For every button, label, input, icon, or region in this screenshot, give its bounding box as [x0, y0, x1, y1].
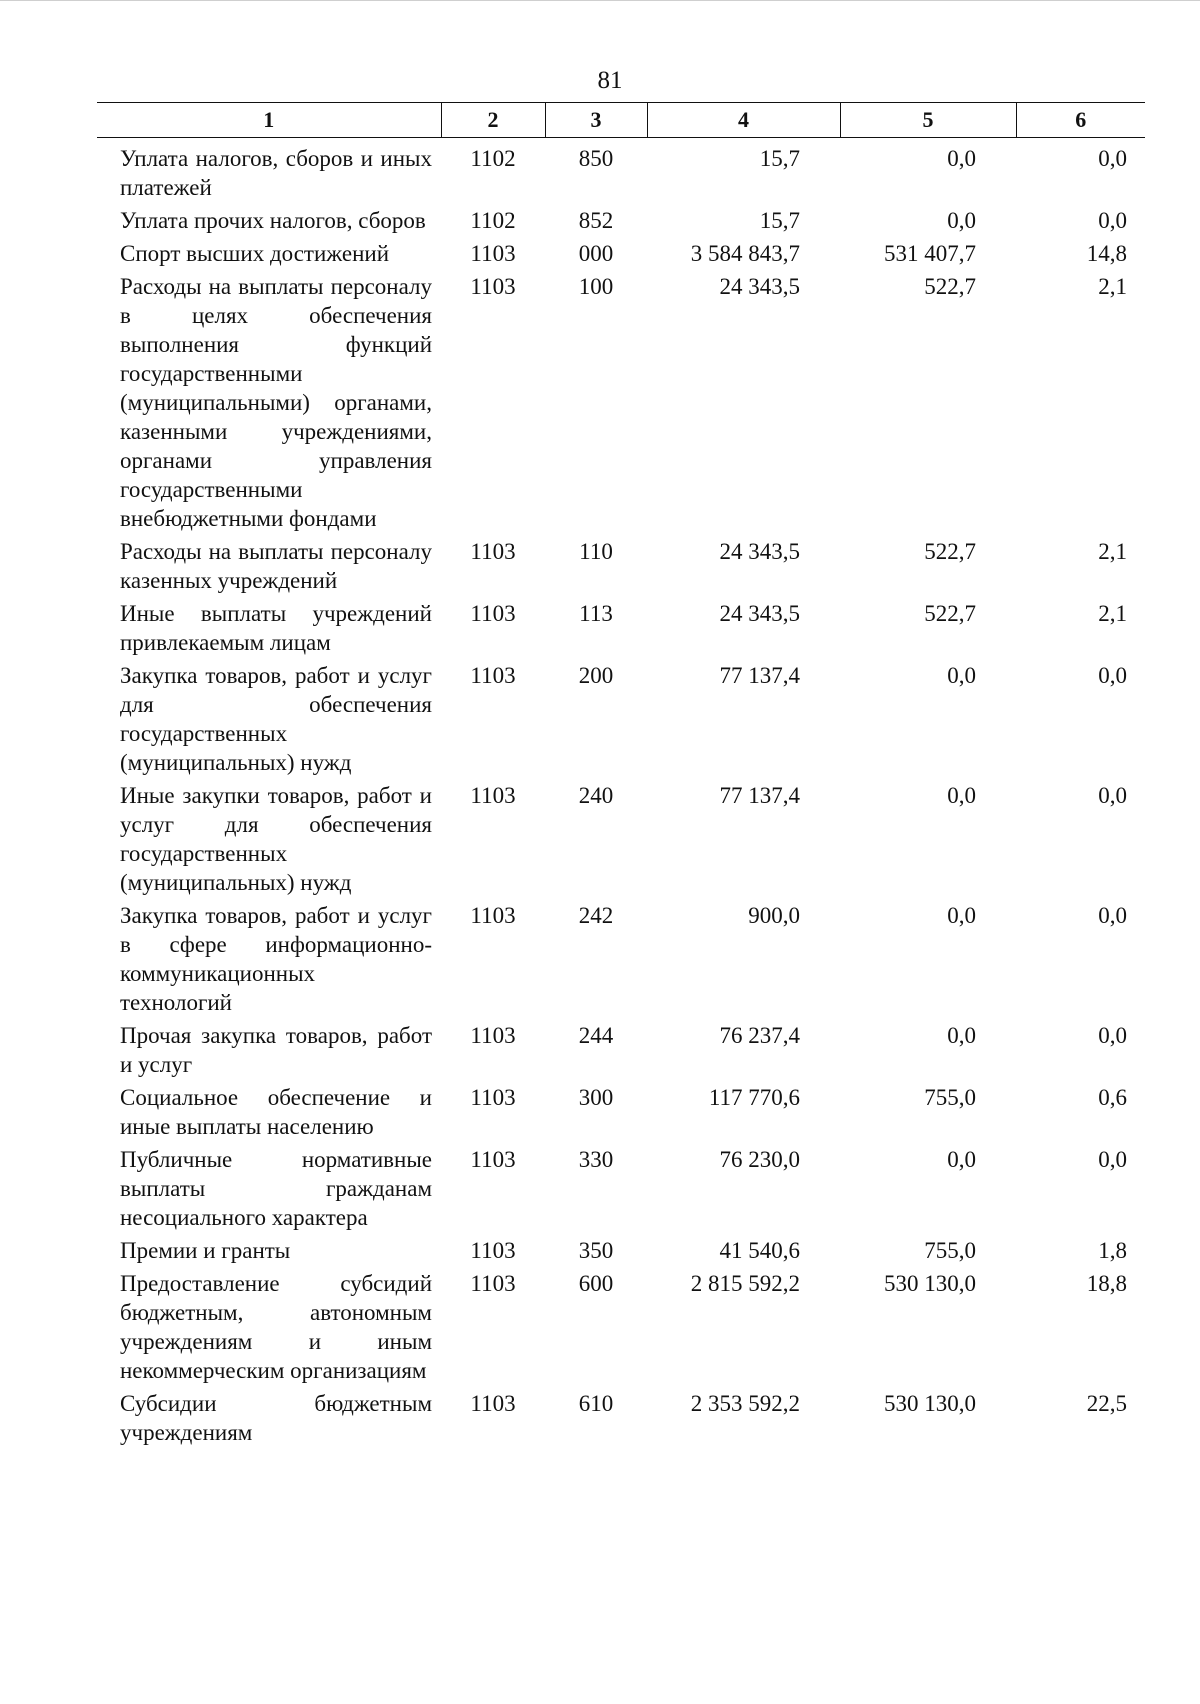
column-5-value: 530 130,0 — [884, 1271, 976, 1296]
column-6-value: 0,0 — [1098, 1147, 1127, 1172]
column-6-value: 0,0 — [1098, 663, 1127, 688]
expense-type-code: 350 — [578, 1238, 614, 1263]
expense-name: Субсидии бюджетным учреждениям — [120, 1391, 432, 1445]
page-top-edge — [0, 0, 1200, 1]
table-row — [97, 1389, 1145, 1451]
section-code: 1103 — [470, 539, 516, 564]
column-4-value: 76 230,0 — [719, 1147, 800, 1172]
expense-type-code: 110 — [579, 539, 613, 564]
section-code: 1103 — [470, 241, 516, 266]
column-6-value: 0,6 — [1098, 1085, 1127, 1110]
column-4-value: 77 137,4 — [719, 783, 800, 808]
column-header-2: 2 — [441, 103, 545, 138]
column-4-value: 15,7 — [759, 208, 800, 233]
column-4-value: 41 540,6 — [719, 1238, 800, 1263]
expense-type-code: 852 — [578, 208, 614, 233]
table-row — [97, 661, 1145, 781]
table-row — [97, 138, 1145, 207]
column-5-value: 522,7 — [924, 539, 976, 564]
expense-name: Расходы на выплаты персоналу в целях обеспечения выполнения функций государственными (муниципальными) органами, казенными учреждениями, органами управления государственными внебюджетными фондами — [120, 274, 432, 531]
expense-name: Уплата налогов, сборов и иных платежей — [120, 146, 432, 200]
column-4-value: 24 343,5 — [719, 601, 800, 626]
expense-type-code: 100 — [578, 274, 614, 299]
table-row — [97, 781, 1145, 901]
table-row — [97, 1236, 1145, 1269]
table-row — [97, 599, 1145, 661]
column-5-value: 0,0 — [947, 146, 976, 171]
table-header-row — [97, 103, 1145, 138]
column-4-value: 24 343,5 — [719, 274, 800, 299]
column-header-3: 3 — [545, 103, 647, 138]
section-code: 1103 — [470, 274, 516, 299]
column-4-value: 117 770,6 — [708, 1085, 800, 1110]
expense-type-code: 330 — [578, 1147, 614, 1172]
expense-type-code: 113 — [579, 601, 613, 626]
column-4-value: 24 343,5 — [719, 539, 800, 564]
expense-type-code: 242 — [578, 903, 614, 928]
table-row — [97, 206, 1145, 239]
expense-type-code: 300 — [578, 1085, 614, 1110]
column-5-value: 755,0 — [924, 1238, 976, 1263]
column-4-value: 900,0 — [748, 903, 800, 928]
column-6-value: 2,1 — [1098, 601, 1127, 626]
expense-type-code: 850 — [578, 146, 614, 171]
column-6-value: 18,8 — [1086, 1271, 1127, 1296]
column-4-value: 2 815 592,2 — [690, 1271, 800, 1296]
column-5-value: 0,0 — [947, 1023, 976, 1048]
expense-name: Закупка товаров, работ и услуг в сфере информационно-коммуникационных технологий — [120, 903, 432, 1015]
expense-type-code: 200 — [578, 663, 614, 688]
expense-name: Прочая закупка товаров, работ и услуг — [120, 1023, 432, 1077]
column-5-value: 0,0 — [947, 783, 976, 808]
column-5-value: 530 130,0 — [884, 1391, 976, 1416]
expense-type-code: 600 — [578, 1271, 614, 1296]
expense-type-code: 240 — [578, 783, 614, 808]
expense-name: Иные закупки товаров, работ и услуг для обеспечения государственных (муниципальных) нужд — [120, 783, 432, 895]
section-code: 1103 — [470, 601, 516, 626]
section-code: 1103 — [470, 903, 516, 928]
column-6-value: 0,0 — [1098, 1023, 1127, 1048]
expense-type-code: 610 — [578, 1391, 614, 1416]
expense-name: Социальное обеспечение и иные выплаты населению — [120, 1085, 432, 1139]
section-code: 1103 — [470, 663, 516, 688]
column-4-value: 3 584 843,7 — [690, 241, 800, 266]
table-row — [97, 537, 1145, 599]
column-5-value: 0,0 — [947, 903, 976, 928]
expense-name: Предоставление субсидий бюджетным, автономным учреждениям и иным некоммерческим организациям — [120, 1271, 432, 1383]
expense-name: Публичные нормативные выплаты гражданам несоциального характера — [120, 1147, 432, 1230]
column-6-value: 14,8 — [1086, 241, 1127, 266]
table-row — [97, 1021, 1145, 1083]
column-6-value: 1,8 — [1098, 1238, 1127, 1263]
expense-name: Закупка товаров, работ и услуг для обеспечения государственных (муниципальных) нужд — [120, 663, 432, 775]
column-6-value: 2,1 — [1098, 539, 1127, 564]
column-4-value: 76 237,4 — [719, 1023, 800, 1048]
table-row — [97, 1145, 1145, 1236]
column-5-value: 522,7 — [924, 274, 976, 299]
column-header-6: 6 — [1016, 103, 1145, 138]
table-row — [97, 239, 1145, 272]
column-6-value: 22,5 — [1086, 1391, 1127, 1416]
column-6-value: 0,0 — [1098, 783, 1127, 808]
expense-type-code: 244 — [578, 1023, 614, 1048]
expense-name: Иные выплаты учреждений привлекаемым лицам — [120, 601, 432, 655]
expense-name: Премии и гранты — [120, 1238, 291, 1263]
expense-name: Расходы на выплаты персоналу казенных учреждений — [120, 539, 432, 593]
section-code: 1103 — [470, 1391, 516, 1416]
page-number: 81 — [597, 67, 623, 94]
column-5-value: 755,0 — [924, 1085, 976, 1110]
expense-type-code: 000 — [578, 241, 614, 266]
section-code: 1103 — [470, 1238, 516, 1263]
table-row — [97, 1269, 1145, 1389]
section-code: 1103 — [470, 1085, 516, 1110]
column-5-value: 522,7 — [924, 601, 976, 626]
column-6-value: 0,0 — [1098, 903, 1127, 928]
section-code: 1102 — [470, 208, 516, 233]
column-6-value: 0,0 — [1098, 208, 1127, 233]
column-5-value: 531 407,7 — [884, 241, 976, 266]
budget-table — [97, 102, 1145, 1451]
section-code: 1102 — [470, 146, 516, 171]
column-header-4: 4 — [647, 103, 840, 138]
section-code: 1103 — [470, 1271, 516, 1296]
column-5-value: 0,0 — [947, 663, 976, 688]
column-5-value: 0,0 — [947, 208, 976, 233]
table-row — [97, 901, 1145, 1021]
table-row — [97, 272, 1145, 537]
section-code: 1103 — [470, 1023, 516, 1048]
section-code: 1103 — [470, 783, 516, 808]
column-5-value: 0,0 — [947, 1147, 976, 1172]
table-row — [97, 1083, 1145, 1145]
column-6-value: 0,0 — [1098, 146, 1127, 171]
column-header-1: 1 — [97, 103, 441, 138]
expense-name: Спорт высших достижений — [120, 241, 390, 266]
section-code: 1103 — [470, 1147, 516, 1172]
column-4-value: 2 353 592,2 — [690, 1391, 800, 1416]
column-4-value: 15,7 — [759, 146, 800, 171]
column-header-5: 5 — [840, 103, 1016, 138]
column-4-value: 77 137,4 — [719, 663, 800, 688]
column-6-value: 2,1 — [1098, 274, 1127, 299]
expense-name: Уплата прочих налогов, сборов — [120, 208, 426, 233]
